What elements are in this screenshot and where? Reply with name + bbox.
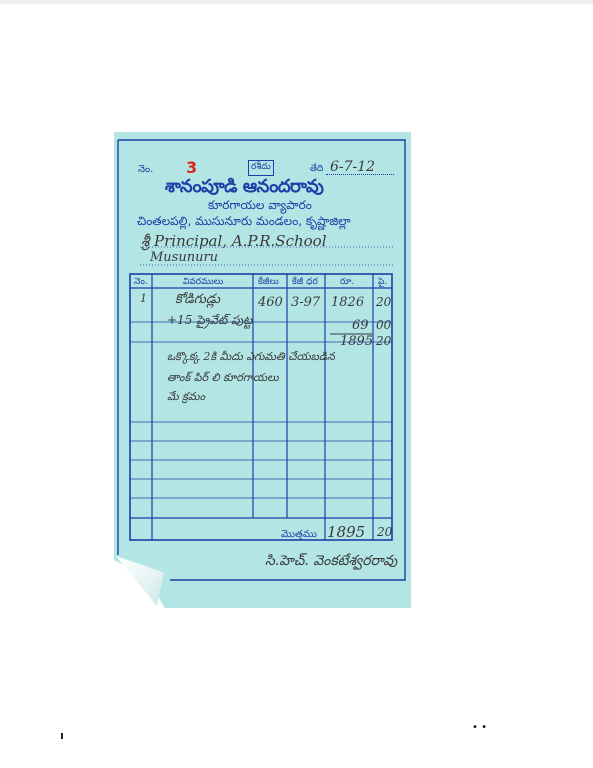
signature: సి.హెచ్. వెంకటేశ్వరరావు (265, 553, 398, 569)
col-header-no: నెం. (134, 277, 148, 287)
row2-item: +15 ప్రైవేట్ పుట్ట (167, 313, 253, 327)
row1-item: కోడిగుడ్లు (175, 292, 221, 307)
receipt-type-label: రశీదు (248, 160, 274, 176)
trade-line: కూరగాయల వ్యాపారం (208, 198, 312, 212)
row2-paise: 00 (376, 318, 392, 332)
note-line-3: మే క్రమం (167, 390, 206, 403)
row3-paise: 20 (376, 334, 392, 348)
customer-name: శ్రీ Principal, A.P.R.School (141, 232, 327, 250)
row2-rupees: 69 (352, 318, 369, 333)
receipt-number-label: నెం. (138, 164, 154, 175)
note-line-2: తాంక్ పిర్ లి కూరగాయలు (167, 371, 279, 384)
total-rupees: 1895 (327, 523, 366, 541)
date-dotted-line (326, 174, 394, 175)
col-header-rate: కేజీ ధర (292, 277, 318, 287)
row1-paise: 20 (376, 295, 392, 309)
customer-location: Musunuru (150, 250, 219, 265)
receipt-number: 3 (186, 158, 198, 177)
date-label: తేది (310, 164, 324, 174)
total-paise: 20 (377, 525, 393, 539)
shop-name: శానంపూడి ఆనందరావు (165, 176, 324, 197)
col-header-details: వివరములు (183, 277, 224, 287)
scan-mark (61, 733, 63, 739)
col-header-kgs: కేజీలు (258, 277, 279, 287)
address-line: చింతలపల్లి, ముసునూరు మండలం, కృష్ణాజిల్లా (137, 214, 351, 228)
col-header-rupees: రూ. (340, 277, 355, 287)
total-label: మొత్తము (281, 529, 317, 540)
row1-qty: 460 (258, 295, 283, 310)
row1-rupees: 1826 (331, 295, 365, 310)
row1-no: 1 (140, 292, 147, 305)
note-line-1: ఒక్కొక్క 2కి మీదు ఎగుమతి చేయబడిన (167, 350, 335, 363)
scan-specks: • • (472, 722, 487, 733)
row1-rate: 3-97 (291, 295, 321, 310)
col-header-paise: పై. (378, 277, 388, 287)
date-value: 6-7-12 (330, 159, 376, 175)
row3-rupees: 1895 (340, 334, 374, 349)
